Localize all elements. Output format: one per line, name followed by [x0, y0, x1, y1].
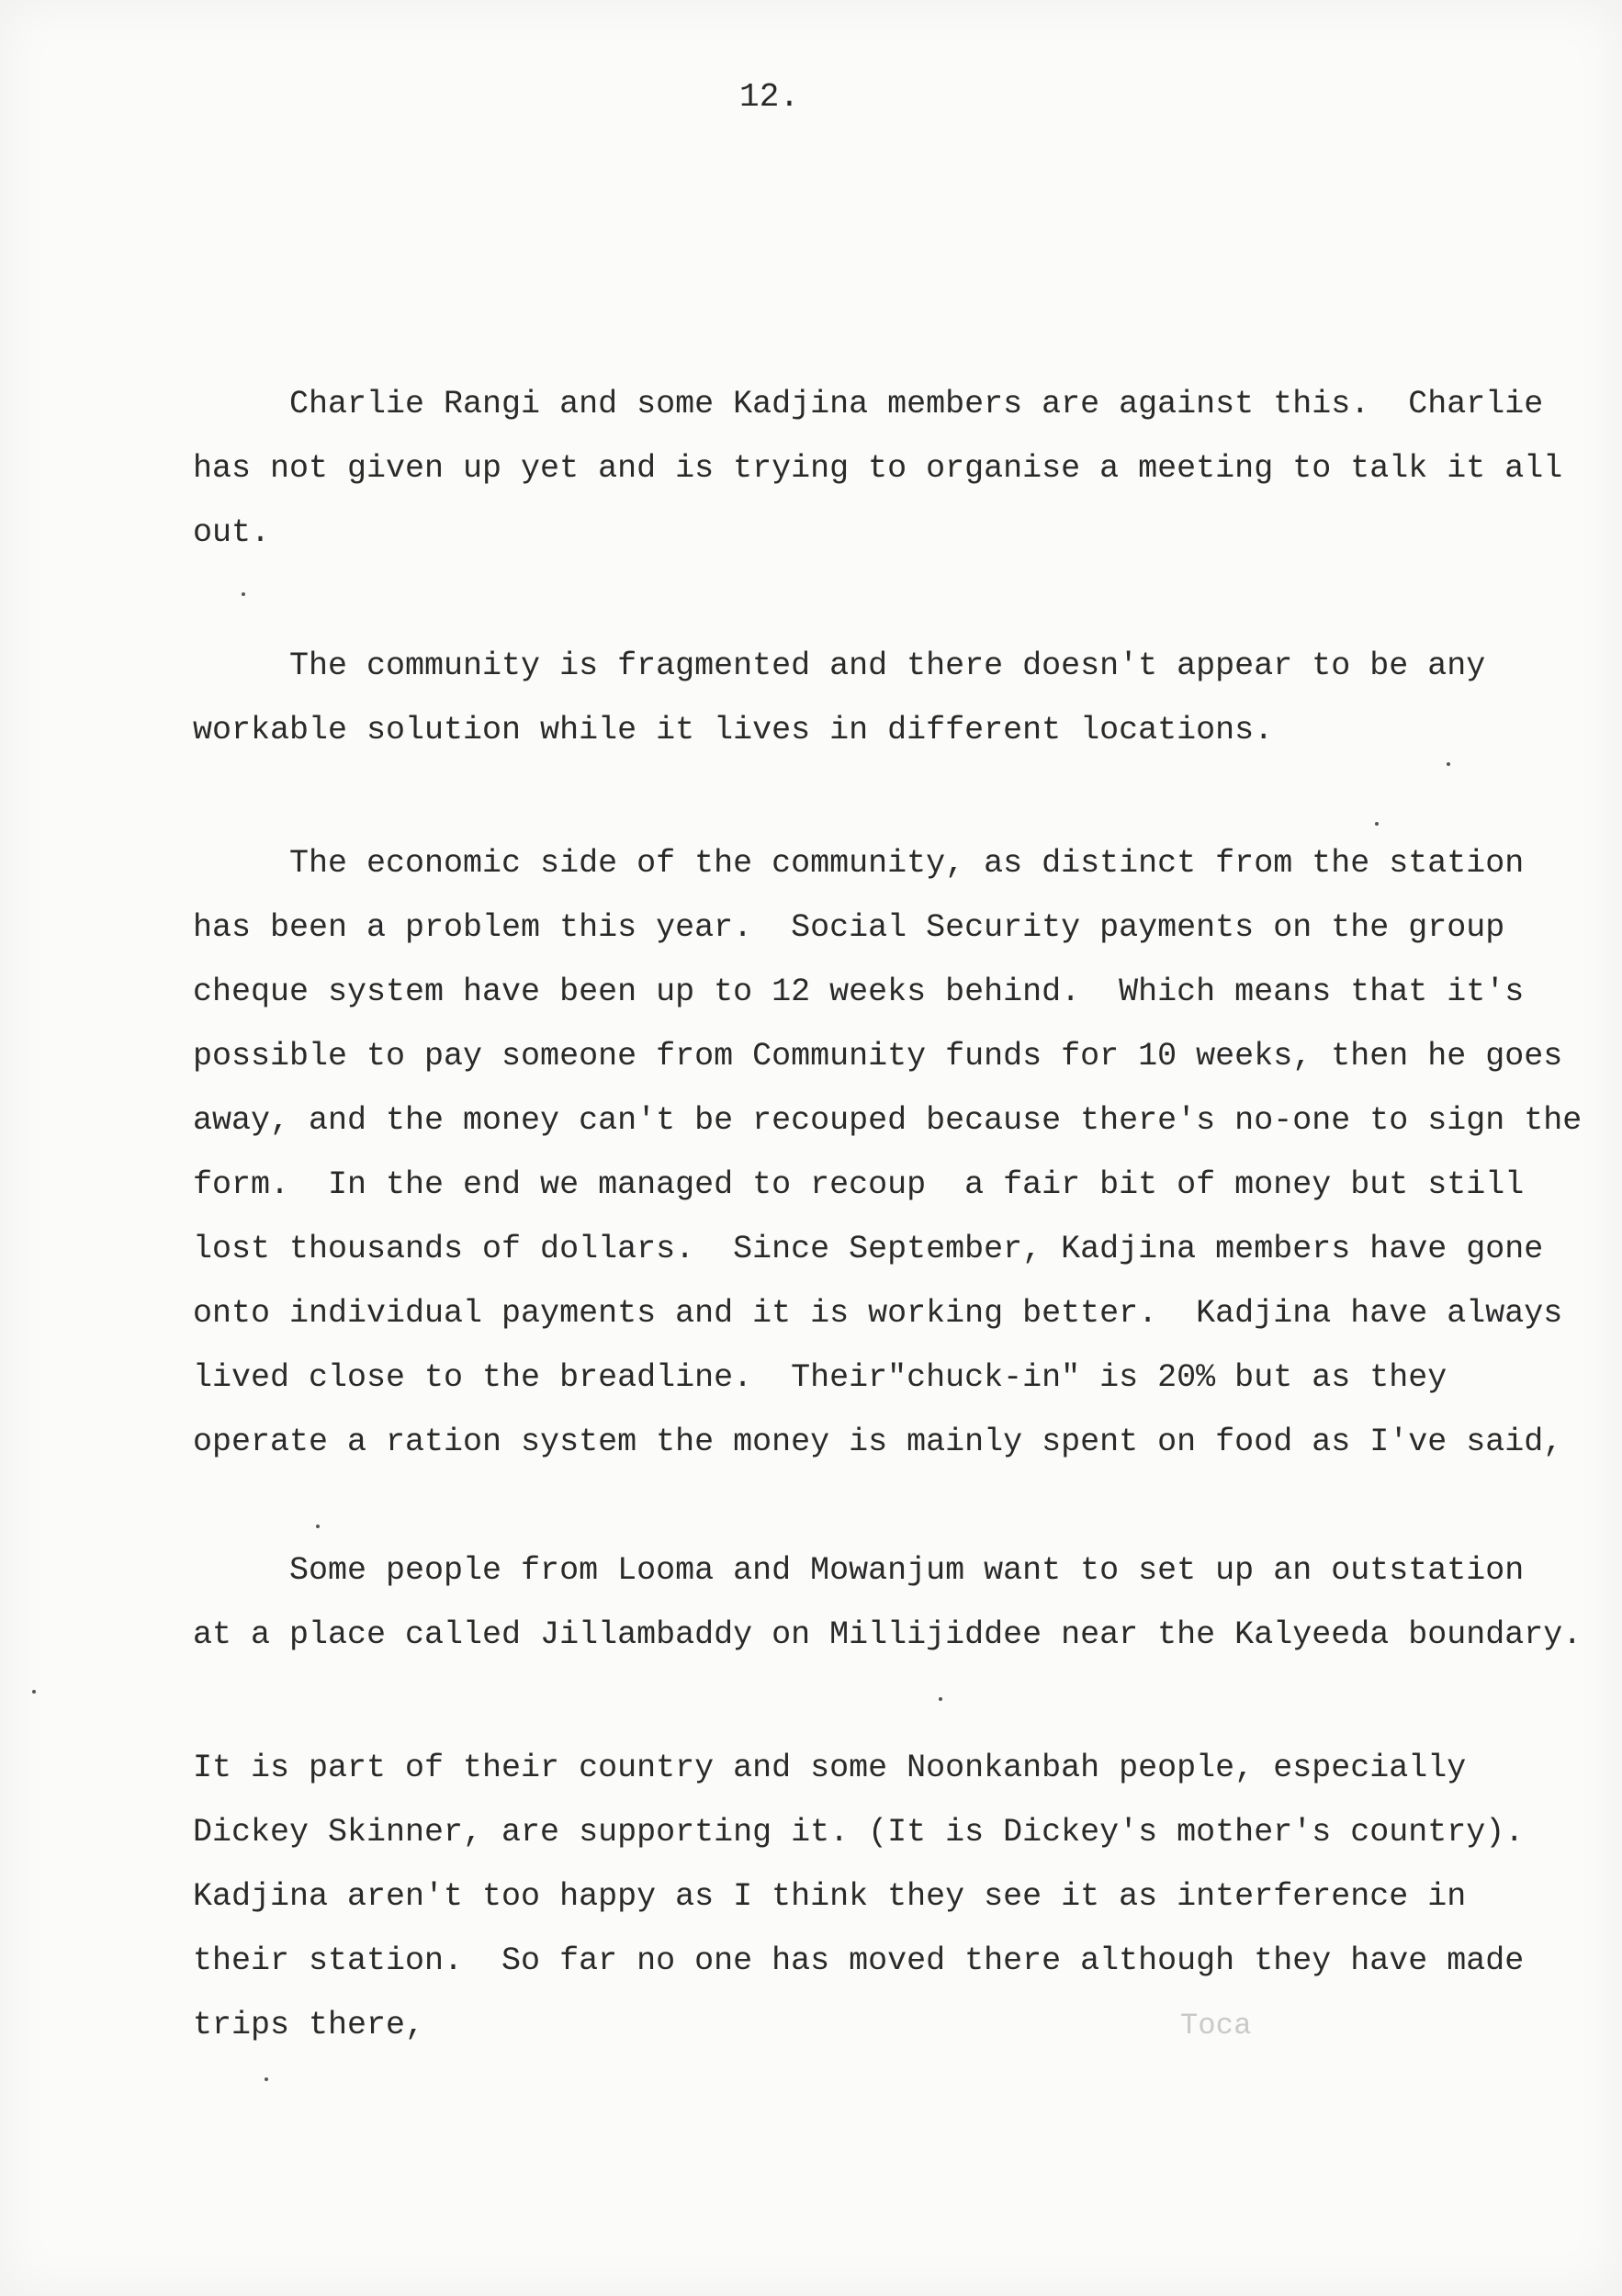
- text-line: form. In the end we managed to recoup a fair bit of money but still: [193, 1166, 1525, 1203]
- ink-speck: [32, 1690, 36, 1694]
- paragraph-5: [193, 1736, 1589, 2057]
- ink-speck: [939, 1697, 942, 1701]
- text-line: onto individual payments and it is working better. Kadjina have always: [193, 1295, 1563, 1332]
- text-line: workable solution while it lives in different locations.: [193, 712, 1274, 748]
- text-line: lost thousands of dollars. Since September, Kadjina members have gone: [193, 1231, 1544, 1267]
- text-line: has not given up yet and is trying to organise a meeting to talk it all: [193, 450, 1563, 487]
- paragraph-2: [193, 634, 1589, 762]
- text-line: away, and the money can't be recouped because there's no-one to sign the: [193, 1102, 1583, 1139]
- text-line: Dickey Skinner, are supporting it. (It is Dickey's mother's country).: [193, 1814, 1525, 1851]
- ink-speck: [316, 1525, 320, 1528]
- page-number: 12.: [739, 78, 800, 116]
- paragraph-3: [193, 831, 1589, 1474]
- text-line: their station. So far no one has moved there although they have made: [193, 1942, 1525, 1979]
- text-line: lived close to the breadline. Their"chuck-in" is 20% but as they: [193, 1359, 1447, 1396]
- ink-speck: [1447, 762, 1450, 766]
- text-line: The community is fragmented and there doesn't appear to be any: [193, 647, 1486, 684]
- ink-speck: [242, 592, 245, 596]
- paragraph-4: [193, 1538, 1589, 1667]
- text-line: possible to pay someone from Community funds for 10 weeks, then he goes: [193, 1038, 1563, 1075]
- text-line: Some people from Looma and Mowanjum want to set up an outstation: [193, 1552, 1525, 1589]
- faded-trailing-text: Toca: [1180, 2009, 1252, 2043]
- ink-speck: [1375, 822, 1379, 826]
- text-line: out.: [193, 514, 271, 551]
- text-line: cheque system have been up to 12 weeks behind. Which means that it's: [193, 974, 1525, 1010]
- text-line: has been a problem this year. Social Security payments on the group: [193, 909, 1505, 946]
- text-line: trips there,: [193, 2007, 425, 2043]
- text-line: Charlie Rangi and some Kadjina members are against this. Charlie: [193, 386, 1544, 422]
- text-line: Kadjina aren't too happy as I think they see it as interference in: [193, 1878, 1467, 1915]
- ink-speck: [265, 2077, 268, 2081]
- text-line: The economic side of the community, as distinct from the station: [193, 845, 1525, 882]
- text-line: at a place called Jillambaddy on Millijiddee near the Kalyeeda boundary.: [193, 1616, 1583, 1653]
- text-line: It is part of their country and some Noonkanbah people, especially: [193, 1750, 1467, 1786]
- text-line: operate a ration system the money is mainly spent on food as I've said,: [193, 1424, 1563, 1460]
- paragraph-1: [193, 372, 1589, 565]
